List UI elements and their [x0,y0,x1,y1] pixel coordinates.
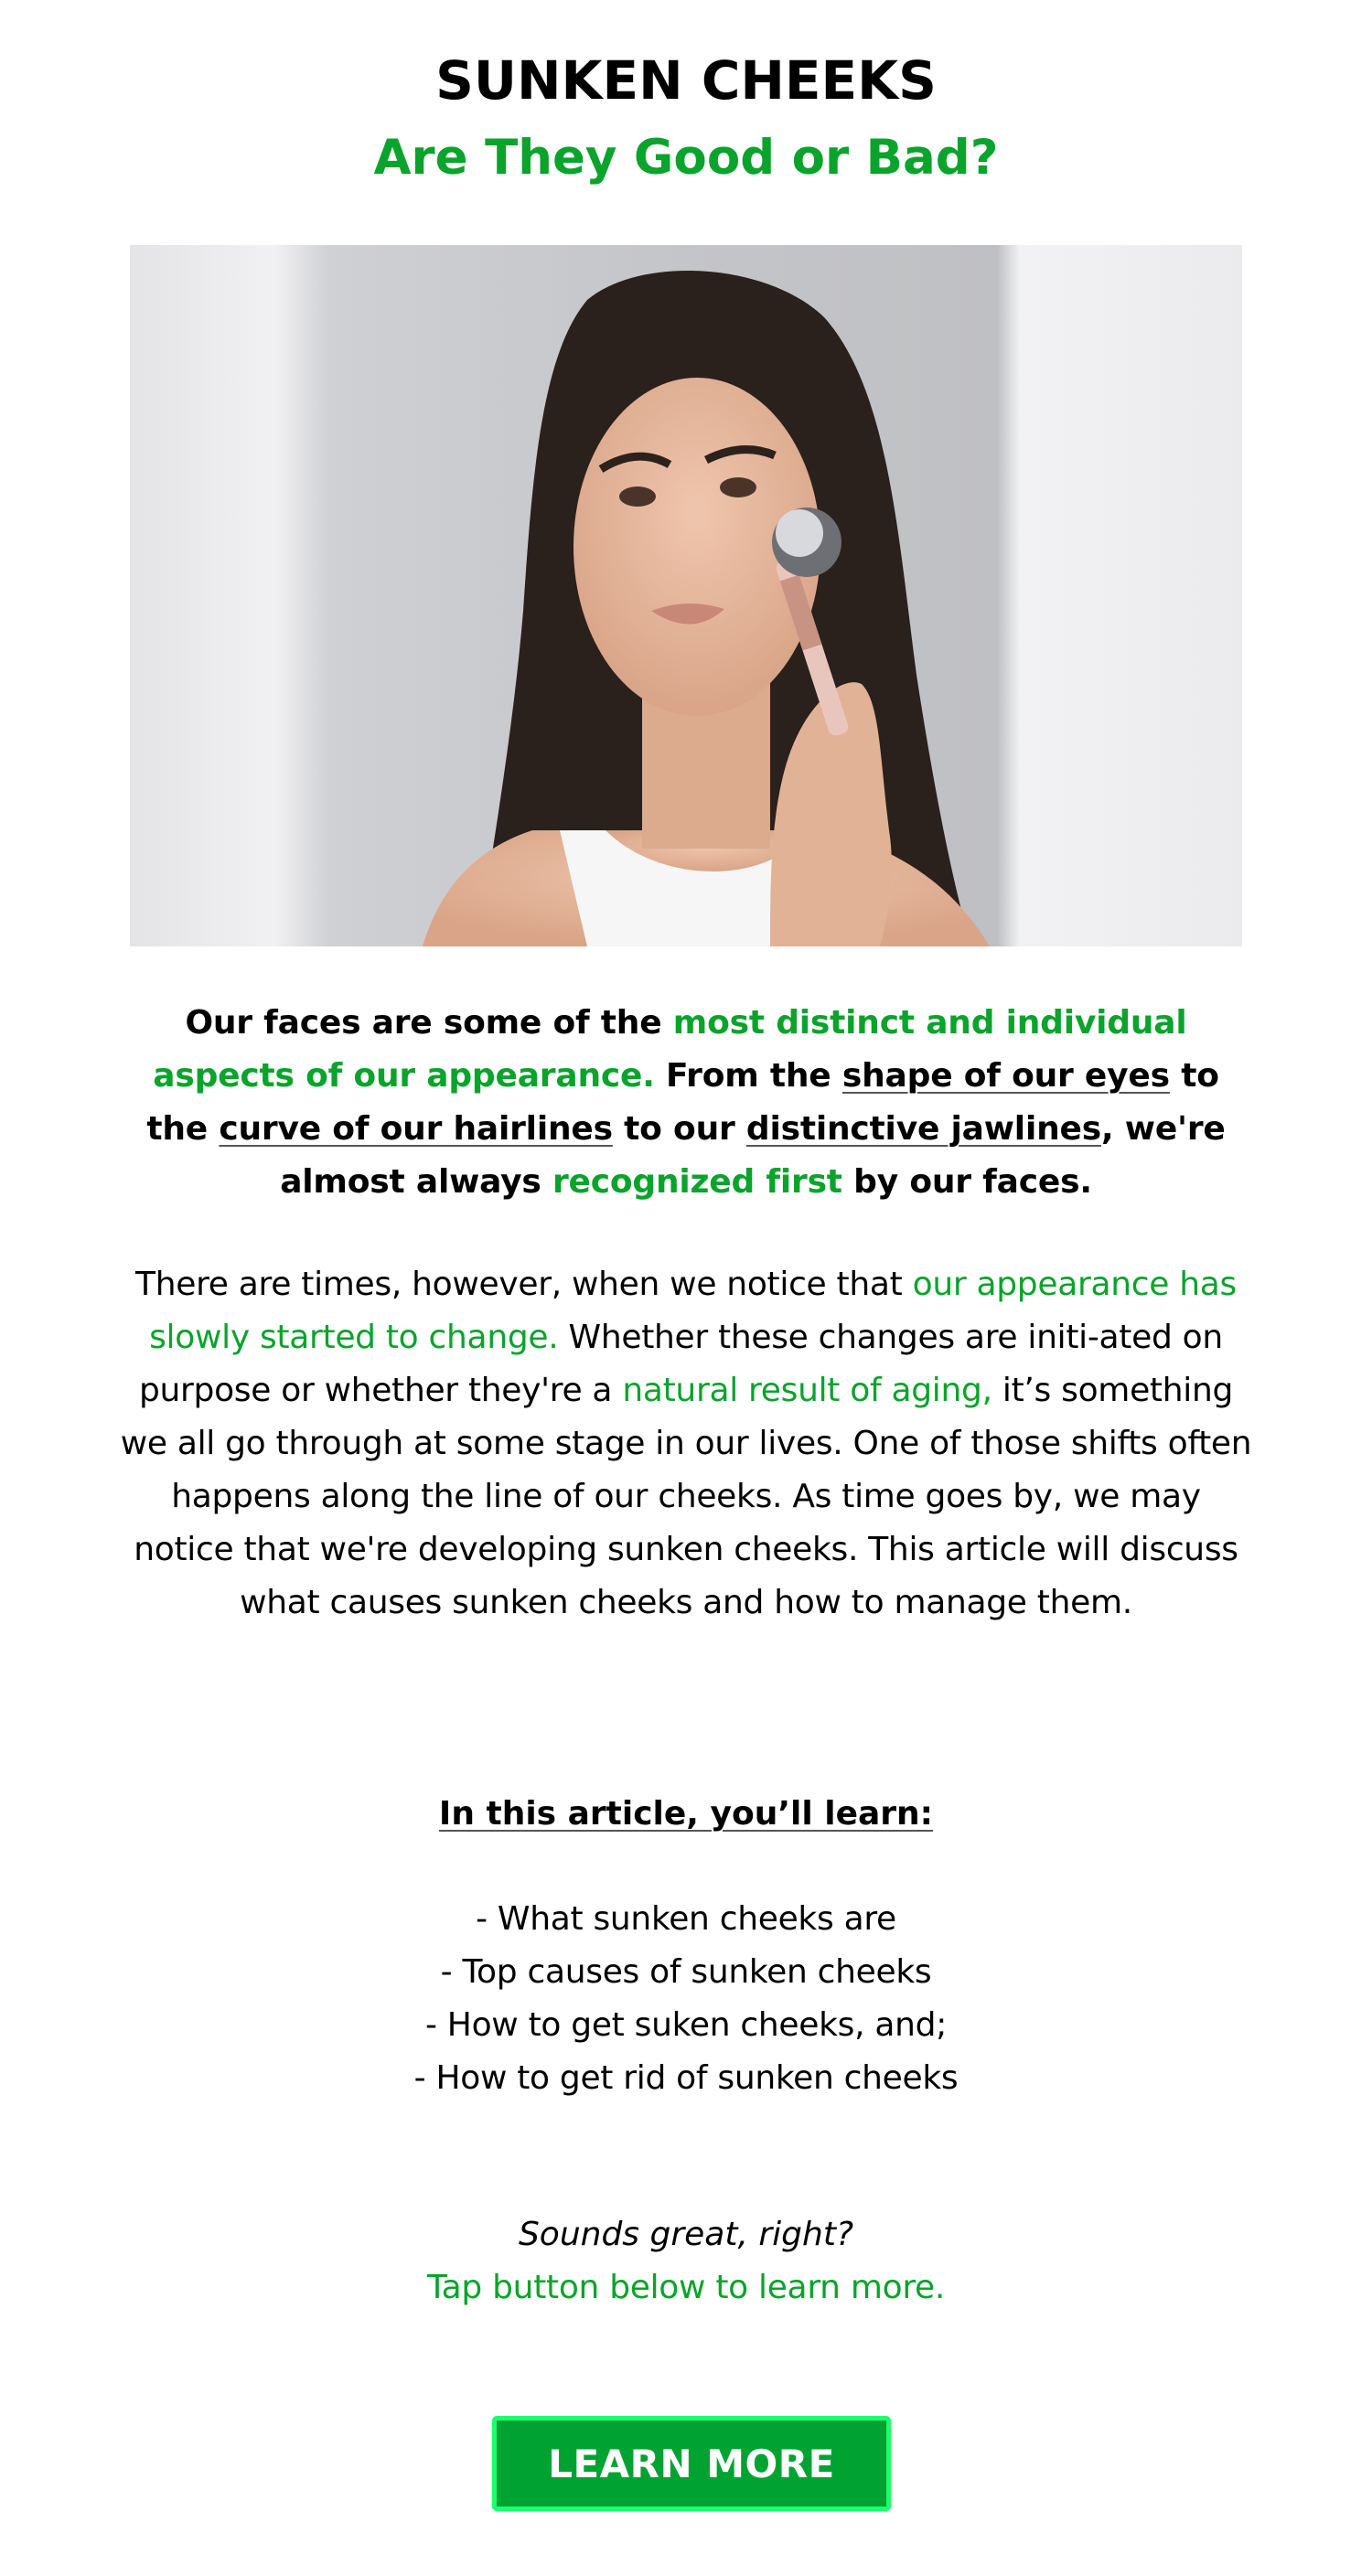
learn-list [0,1893,1372,2105]
page-subtitle: Are They Good or Bad? [373,130,999,186]
link-shape-of-eyes[interactable]: shape of our eyes [841,1057,1170,1095]
intro-highlight-recognized: recognized first [552,1163,842,1201]
body-text: There are times, however, when we notice that [135,1266,913,1303]
body-paragraph [117,1258,1255,1630]
intro-text: to our [612,1110,746,1148]
intro-text: to the [146,1057,1219,1148]
link-curve-of-hairlines[interactable]: curve of our hairlines [219,1110,613,1148]
body-text: it’s something we all go through at some stage in our lives. One of those shifts often happens along the line of our cheeks. As time goes by, we may notice that we're developing sunken cheeks. This article will discuss what causes sunken cheeks and how to manage them. [120,1372,1252,1621]
list-item: - How to get suken cheeks, and; [424,2006,948,2044]
body-text: Whether these changes are initi-ated on purpose or whether they're a [138,1319,1223,1409]
learn-heading-text: In this article, you’ll learn: [438,1795,934,1833]
learn-more-label: LEARN MORE [548,2441,835,2486]
intro-text: Our faces are some of the [185,1004,673,1042]
list-item: - Top causes of sunken cheeks [440,1953,932,1991]
page-title: SUNKEN CHEEKS [435,49,937,112]
learn-more-button[interactable] [492,2416,891,2511]
list-item: - How to get rid of sunken cheeks [413,2059,959,2097]
link-distinctive-jawlines[interactable]: distinctive jawlines [745,1110,1101,1148]
body-highlight-appearance: our appearance has slowly started to change. [149,1266,1237,1356]
list-item: - What sunken cheeks are [476,1900,896,1938]
intro-text: From the [654,1057,842,1095]
closing-instruction: Tap button below to learn more. [426,2269,946,2306]
intro-text: by our faces. [841,1163,1092,1201]
hero-image [130,245,1242,946]
intro-text: , we're almost always [280,1110,1226,1201]
intro-paragraph [117,997,1255,1209]
intro-highlight-distinct: most distinct and individual aspects of our appearance. [153,1004,1187,1095]
learn-heading [0,1788,1372,1841]
closing-question: Sounds great, right? [518,2216,854,2253]
photo-woman-makeup-brush-icon [130,245,1242,946]
body-highlight-aging: natural result of aging, [622,1372,992,1409]
